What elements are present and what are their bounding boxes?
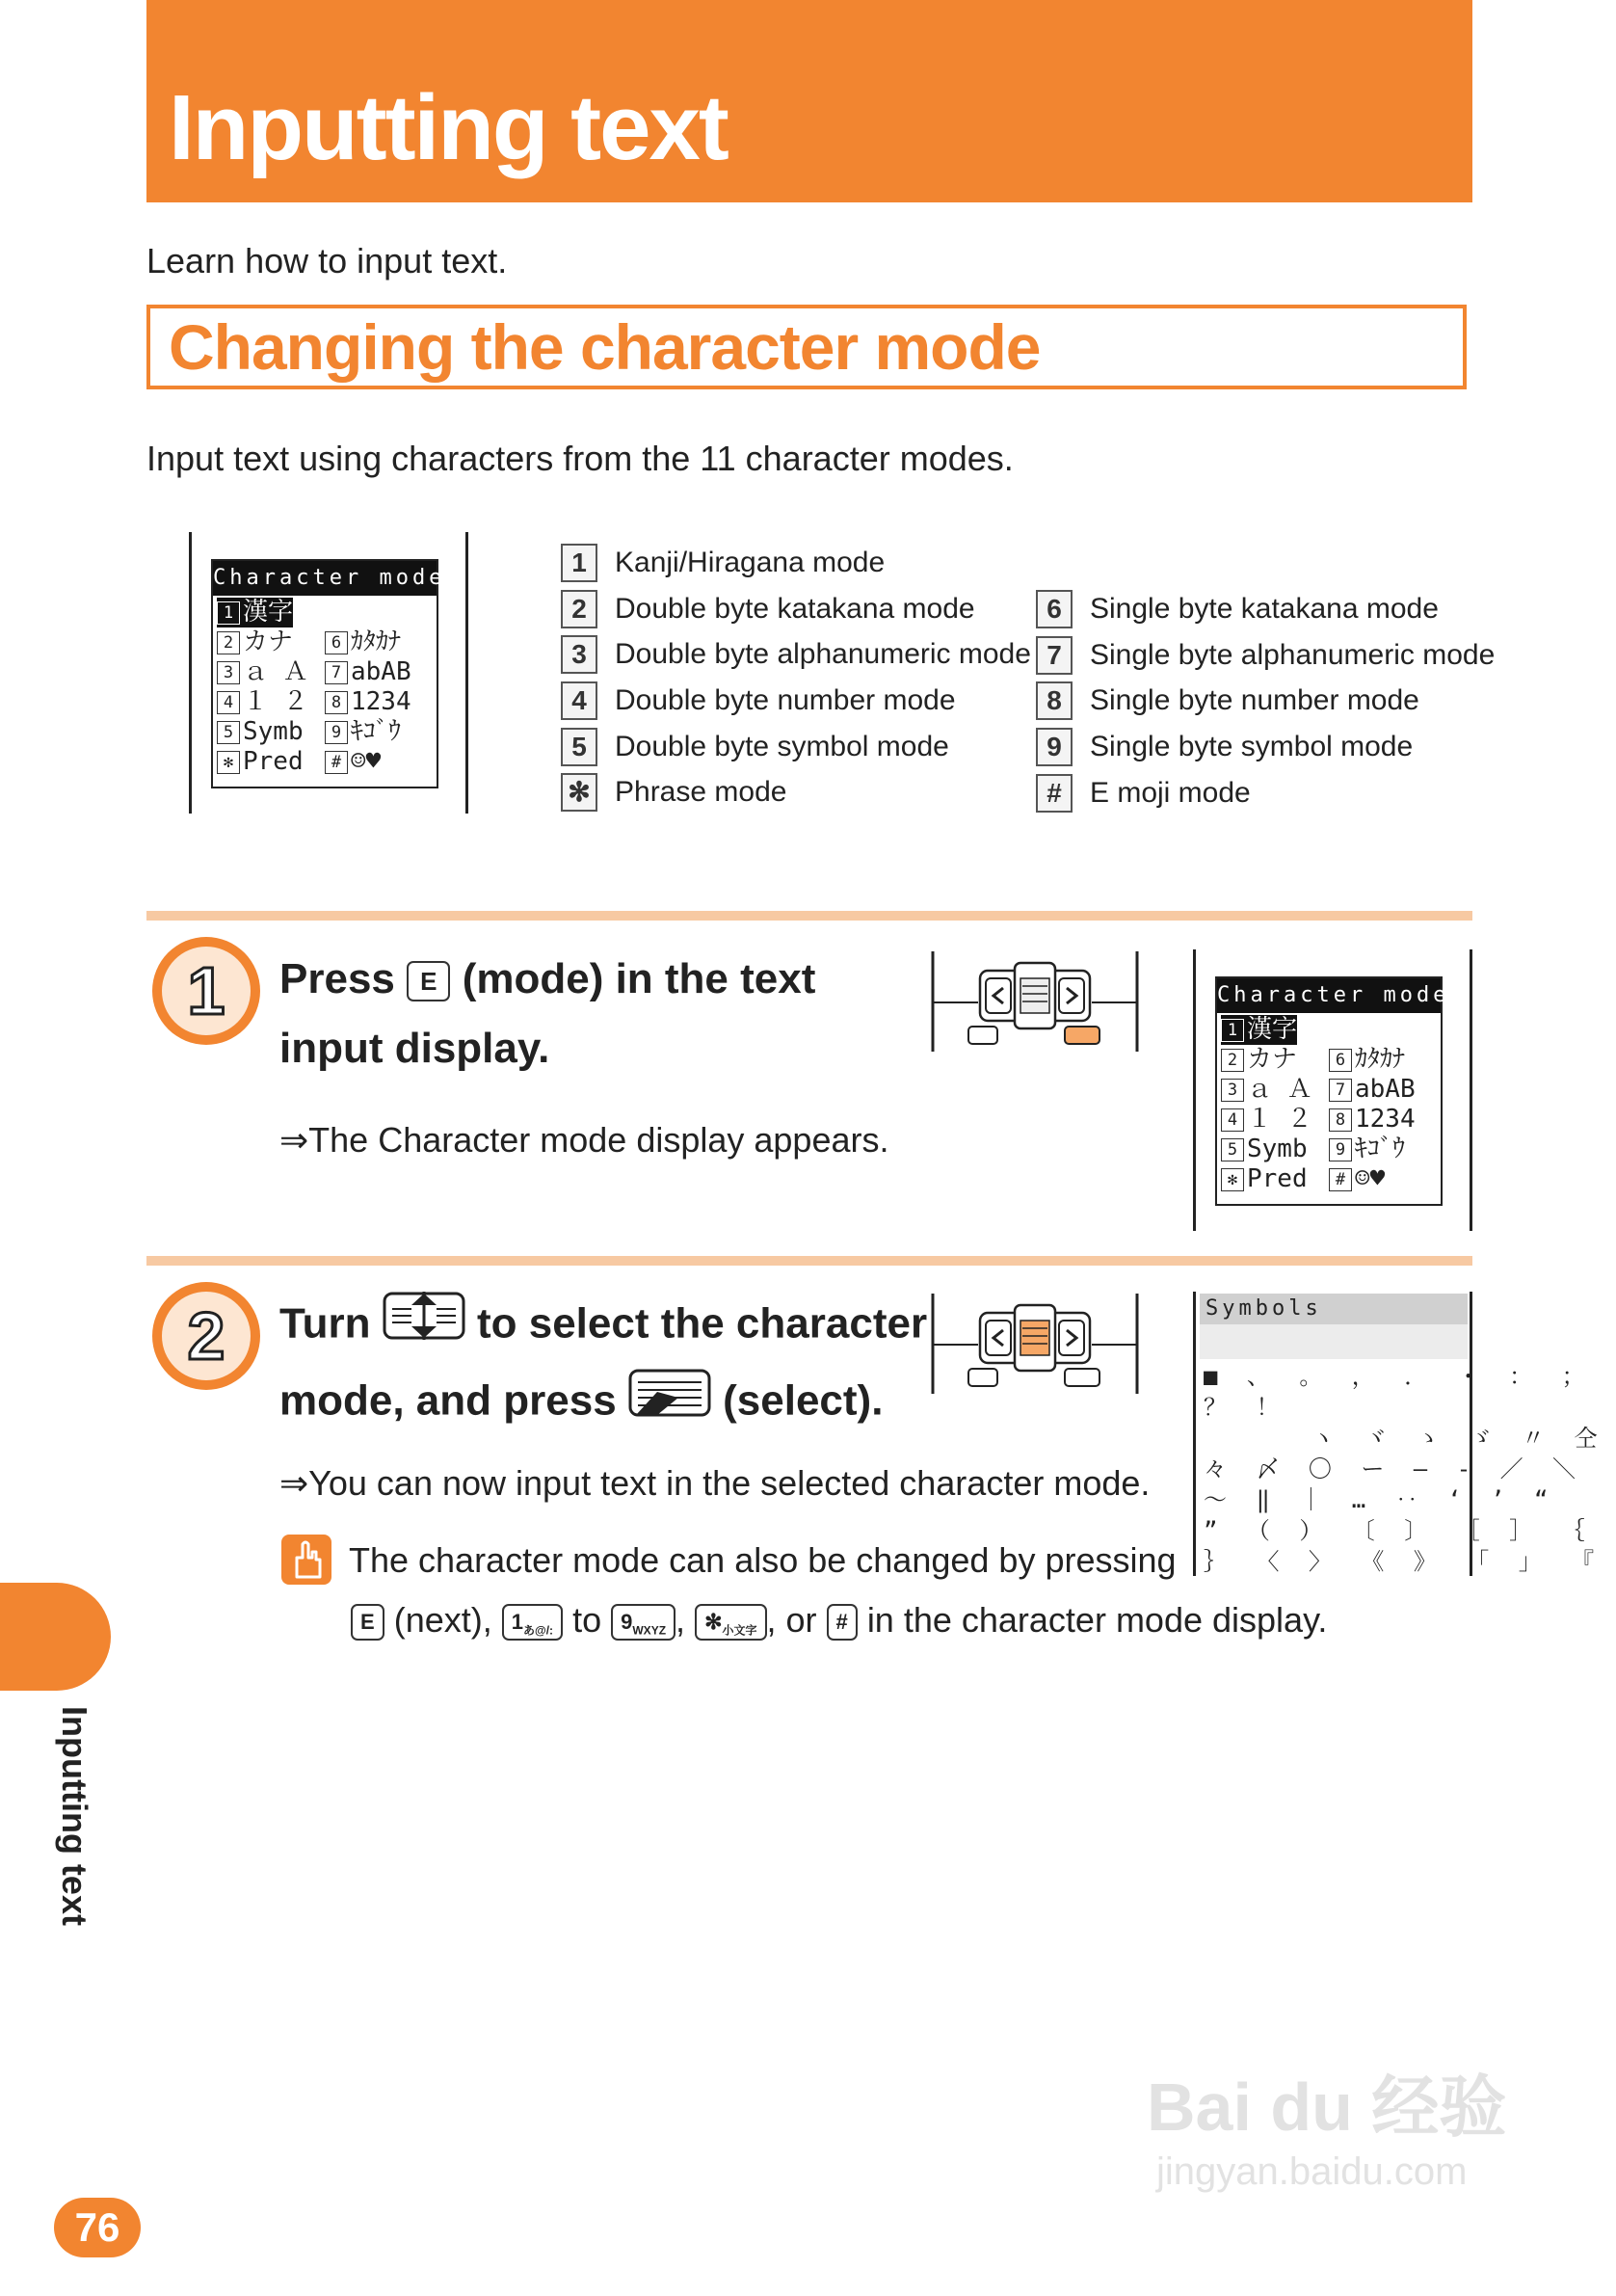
step1-line2: input display. xyxy=(279,1025,550,1072)
watermark-logo xyxy=(1147,2053,1506,2194)
step2-rule xyxy=(146,1256,1472,1266)
mode-cell[interactable] xyxy=(1221,1075,1329,1105)
key-10-icon: # xyxy=(1036,774,1073,813)
step2-number-badge xyxy=(152,1282,260,1390)
step1-instruction xyxy=(279,945,815,1083)
mode-key-icon: E xyxy=(407,961,450,1001)
note-mode-key-icon: E xyxy=(351,1604,384,1641)
mode-list-label: Kanji/Hiragana mode xyxy=(615,546,886,578)
mode-key-label: 3 xyxy=(1221,1079,1244,1102)
mode-key-label: 6 xyxy=(325,631,348,654)
mode-cell-label: ｶﾀｶﾅ xyxy=(1355,1045,1406,1074)
mode-cell[interactable] xyxy=(1329,1105,1437,1135)
key-4-icon: 4 xyxy=(561,681,597,720)
result-arrow-icon-2: ⇒ xyxy=(279,1463,309,1503)
step2-line2-post: (select). xyxy=(723,1376,884,1425)
note-line2 xyxy=(351,1600,1327,1641)
mode-cell[interactable] xyxy=(325,598,433,627)
mode-list-left xyxy=(561,540,1031,815)
mode-cell[interactable] xyxy=(217,717,325,747)
symbols-row[interactable]: ～ ‖ ｜ … ‥ ‘ ’ “ xyxy=(1204,1486,1556,1513)
mode-cell-label: カナ xyxy=(243,627,294,656)
modes-intro: Input text using characters from the 11 character modes. xyxy=(146,439,1014,478)
symbols-row[interactable]: ヽ ヾ ゝ ゞ 〃 仝 xyxy=(1204,1425,1605,1452)
mode-cell[interactable] xyxy=(325,657,433,687)
mode-list-label: Single byte alphanumeric mode xyxy=(1090,638,1496,671)
select-key-icon xyxy=(628,1365,711,1442)
symbols-input-area xyxy=(1200,1324,1468,1359)
character-mode-header: Character mode xyxy=(213,561,437,596)
mode-key-label: 4 xyxy=(217,691,240,714)
mode-list-label: Single byte symbol mode xyxy=(1090,730,1414,762)
mode-list-item xyxy=(1036,586,1495,632)
key-6-icon: 6 xyxy=(1036,590,1073,628)
navigation-key-icon xyxy=(383,1288,465,1365)
mode-cell-label: abAB xyxy=(351,657,411,686)
page-title: Inputting text xyxy=(169,76,728,179)
mode-cell[interactable] xyxy=(1221,1015,1329,1045)
key-1-icon: 1 xyxy=(561,544,597,582)
mode-cell-label: ☺♥ xyxy=(351,747,382,776)
mode-cell-label: ａ Ａ xyxy=(243,657,308,686)
mode-list-item xyxy=(561,540,1031,586)
mode-key-label: 4 xyxy=(1221,1108,1244,1132)
step2-instruction xyxy=(279,1288,927,1442)
mode-key-label: # xyxy=(325,751,348,774)
mode-cell[interactable] xyxy=(217,627,325,657)
step1-line1-post: (mode) in the text xyxy=(462,955,816,1002)
mode-key-label: 7 xyxy=(325,661,348,684)
mode-cell-label: 漢字 xyxy=(243,598,294,627)
step1-number: 1 xyxy=(162,947,251,1035)
mode-key-label: 1 xyxy=(217,601,240,625)
note-comma-1: , xyxy=(676,1600,686,1640)
step2-line2-pre: mode, and press xyxy=(279,1376,617,1425)
symbols-grid xyxy=(1204,1361,1605,1577)
keypad-illustration-1 xyxy=(930,949,1140,1054)
mode-key-label: ✻ xyxy=(1221,1168,1244,1191)
step2-result xyxy=(279,1463,1150,1504)
mode-cell-label: １ ２ xyxy=(243,687,308,716)
step1-press: Press xyxy=(279,955,395,1002)
mode-cell-label: Pred xyxy=(1247,1164,1308,1193)
mode-list-item xyxy=(1036,770,1495,816)
keypad-diagram-icon xyxy=(930,949,1140,1054)
symbols-row[interactable]: ■ 、 。 ， ． ・ ： ； xyxy=(1204,1363,1593,1390)
mode-cell-label: ｷｺﾞｳ xyxy=(351,717,402,746)
step2-result-text: You can now input text in the selected character mode. xyxy=(308,1463,1151,1503)
note-hand-icon xyxy=(281,1535,331,1585)
key-9-icon: 9 xyxy=(1036,728,1073,766)
mode-key-label: 8 xyxy=(325,691,348,714)
symbols-row[interactable]: ” （ ） 〔 〕 ［ ］ ｛ xyxy=(1204,1517,1593,1544)
section-title: Changing the character mode xyxy=(169,311,1041,383)
mode-cell[interactable] xyxy=(1221,1045,1329,1075)
mode-list-item xyxy=(561,678,1031,724)
key-5-icon: 5 xyxy=(561,728,597,766)
step1-result xyxy=(279,1120,889,1161)
mode-list-item xyxy=(561,586,1031,632)
mode-list-label: Double byte katakana mode xyxy=(615,592,975,625)
character-mode-header-2: Character mode xyxy=(1217,978,1441,1013)
symbols-row[interactable]: 々 〆 〇 ー ― ‐ ／ ＼ xyxy=(1204,1455,1584,1482)
mode-cell-label: ｷｺﾞｳ xyxy=(1355,1135,1406,1163)
mode-cell-label: ｶﾀｶﾅ xyxy=(351,627,402,656)
mode-list-label: Double byte symbol mode xyxy=(615,730,949,762)
mode-cell[interactable] xyxy=(1221,1105,1329,1135)
character-mode-grid xyxy=(213,596,437,779)
mode-cell-label: １ ２ xyxy=(1247,1105,1312,1134)
mode-key-label: 2 xyxy=(1221,1049,1244,1072)
symbols-header: Symbols xyxy=(1200,1294,1468,1324)
mode-cell-label: カナ xyxy=(1247,1045,1298,1074)
mode-cell[interactable] xyxy=(1221,1164,1329,1194)
mode-key-label: 7 xyxy=(1329,1079,1352,1102)
mode-cell[interactable] xyxy=(1329,1164,1437,1194)
mode-cell[interactable] xyxy=(217,747,325,777)
mode-cell[interactable] xyxy=(325,627,433,657)
mode-cell-label: ａ Ａ xyxy=(1247,1075,1312,1104)
key-2-icon: 2 xyxy=(561,590,597,628)
keypad-diagram-icon-2 xyxy=(930,1292,1140,1396)
mode-key-label: 9 xyxy=(1329,1138,1352,1161)
key-6-icon: ✻ xyxy=(561,773,597,812)
key-star-icon: $✻_{小文字}$ xyxy=(695,1604,766,1641)
mode-list-item xyxy=(561,724,1031,770)
watermark-line1: Bai du 经验 xyxy=(1147,2069,1507,2145)
mode-list-label: Single byte katakana mode xyxy=(1090,592,1439,625)
character-mode-screen-2 xyxy=(1215,976,1450,1206)
step2-number: 2 xyxy=(162,1292,251,1380)
mode-cell[interactable] xyxy=(1329,1075,1437,1105)
mode-list-label: Double byte alphanumeric mode xyxy=(615,638,1031,671)
mode-list-label: Phrase mode xyxy=(615,776,787,809)
phone-frame-2 xyxy=(1193,949,1472,1231)
phone-frame xyxy=(189,532,468,814)
key-3-icon: 3 xyxy=(561,635,597,674)
mode-key-label: 9 xyxy=(325,721,348,744)
mode-list-item xyxy=(561,631,1031,678)
mode-list-label: Double byte number mode xyxy=(615,683,956,716)
step2-turn: Turn xyxy=(279,1299,371,1348)
mode-key-label: 1 xyxy=(1221,1019,1244,1042)
mode-cell[interactable] xyxy=(217,687,325,717)
step1-number-badge xyxy=(152,937,260,1045)
key-1-icon: $1_{あ@/:}$ xyxy=(502,1604,563,1641)
mode-list-item xyxy=(561,769,1031,815)
key-9-icon: $9_{WXYZ}$ xyxy=(611,1604,676,1641)
note-comma-2: , or xyxy=(766,1600,817,1640)
note-next: (next), xyxy=(393,1600,492,1640)
mode-key-label: 5 xyxy=(1221,1138,1244,1161)
mode-list-item xyxy=(1036,678,1495,724)
mode-cell-label: 1234 xyxy=(1355,1105,1416,1134)
symbols-screen xyxy=(1193,1292,1605,1576)
mode-list-label: E moji mode xyxy=(1090,776,1251,809)
mode-cell-label: 漢字 xyxy=(1247,1015,1298,1044)
mode-cell-label: 1234 xyxy=(351,687,411,716)
intro-text: Learn how to input text. xyxy=(146,241,508,280)
character-mode-screen xyxy=(211,559,446,788)
mode-key-label: 3 xyxy=(217,661,240,684)
watermark-line2: jingyan.baidu.com xyxy=(1156,2150,1468,2193)
mode-cell[interactable] xyxy=(217,657,325,687)
page-number: 76 xyxy=(74,2204,120,2250)
mode-key-label: 2 xyxy=(217,631,240,654)
character-mode-grid-2 xyxy=(1217,1013,1441,1196)
mode-cell[interactable] xyxy=(1329,1015,1437,1045)
symbols-row[interactable]: ？ ！ xyxy=(1204,1394,1287,1421)
mode-list-label: Single byte number mode xyxy=(1090,684,1419,717)
mode-key-label: ✻ xyxy=(217,751,240,774)
key-8-icon: 8 xyxy=(1036,681,1073,720)
mode-list-item xyxy=(1036,632,1495,679)
note-end: in the character mode display. xyxy=(866,1600,1328,1640)
mode-cell[interactable] xyxy=(1221,1135,1329,1164)
mode-key-label: 6 xyxy=(1329,1049,1352,1072)
mode-cell[interactable] xyxy=(325,747,433,777)
mode-cell-label: Pred xyxy=(243,747,304,776)
mode-cell-label: Symb xyxy=(243,717,304,746)
mode-key-label: 5 xyxy=(217,721,240,744)
step1-result-text: The Character mode display appears. xyxy=(308,1120,889,1160)
note-line1: The character mode can also be changed by pressing xyxy=(349,1540,1177,1580)
side-tab-label: Inputting text xyxy=(55,1706,94,1926)
mode-cell[interactable] xyxy=(325,687,433,717)
mode-cell-label: Symb xyxy=(1247,1135,1308,1163)
key-hash-icon: # xyxy=(827,1604,858,1641)
mode-cell[interactable] xyxy=(1329,1135,1437,1164)
note-to: to xyxy=(572,1600,602,1640)
mode-list-right xyxy=(1036,586,1495,815)
side-tab xyxy=(0,1583,111,1691)
mode-cell[interactable] xyxy=(1329,1045,1437,1075)
step2-line1-post: to select the character xyxy=(476,1299,928,1348)
mode-cell-label: ☺♥ xyxy=(1355,1164,1386,1193)
step1-rule xyxy=(146,911,1472,921)
mode-key-label: 8 xyxy=(1329,1108,1352,1132)
mode-cell-label: abAB xyxy=(1355,1075,1416,1104)
mode-key-label: # xyxy=(1329,1168,1352,1191)
mode-list-item xyxy=(1036,724,1495,770)
keypad-illustration-2 xyxy=(930,1292,1140,1396)
symbols-row[interactable]: ｝ 〈 〉 《 》 「 」 『 xyxy=(1204,1548,1603,1575)
mode-cell[interactable] xyxy=(325,717,433,747)
key-7-icon: 7 xyxy=(1036,636,1073,675)
mode-cell[interactable] xyxy=(217,598,325,627)
result-arrow-icon: ⇒ xyxy=(279,1120,309,1160)
